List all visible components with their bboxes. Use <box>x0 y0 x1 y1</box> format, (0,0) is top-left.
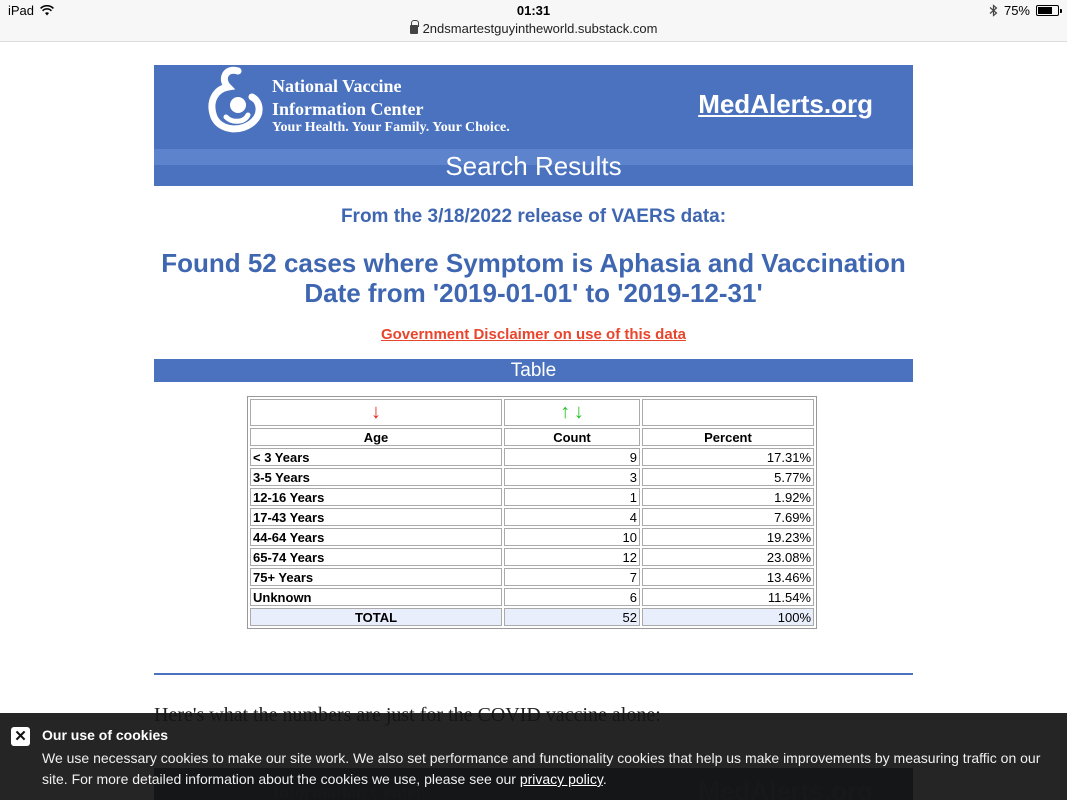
count-cell: 10 <box>504 528 640 546</box>
org-name-line2: Information Center <box>272 99 424 119</box>
count-cell: 3 <box>504 468 640 486</box>
table-row <box>250 448 814 466</box>
total-count: 52 <box>504 608 640 626</box>
url-text: 2ndsmartestguyintheworld.substack.com <box>422 21 658 36</box>
age-cell: 75+ Years <box>250 568 502 586</box>
org-name <box>272 75 423 121</box>
age-cell: 44-64 Years <box>250 528 502 546</box>
medalerts-link[interactable]: MedAlerts.org <box>698 89 873 119</box>
bluetooth-icon <box>989 4 998 17</box>
percent-cell: 1.92% <box>642 488 814 506</box>
percent-cell: 13.46% <box>642 568 814 586</box>
table-header-row <box>250 428 814 446</box>
age-cell: < 3 Years <box>250 448 502 466</box>
table-row <box>250 488 814 506</box>
found-heading <box>154 248 913 308</box>
percent-cell: 23.08% <box>642 548 814 566</box>
percent-cell: 5.77% <box>642 468 814 486</box>
status-bar <box>0 0 1067 42</box>
sort-asc-icon[interactable]: ↑ <box>560 401 571 423</box>
found-heading-line1: Found 52 cases where Symptom is Aphasia and Vaccination <box>161 248 906 278</box>
sort-row <box>250 399 814 426</box>
count-cell: 6 <box>504 588 640 606</box>
table-row <box>250 508 814 526</box>
cookie-title: Our use of cookies <box>42 727 169 743</box>
cookie-body-text: We use necessary cookies to make our site work. We also set performance and functionality cookies that help us make improvements by measuring traffic on our site. For more detailed information about the cookies we use, please see our <box>42 750 1041 787</box>
percent-cell: 17.31% <box>642 448 814 466</box>
column-header-count: Count <box>504 428 640 446</box>
table-row <box>250 588 814 606</box>
cookie-text <box>42 748 1052 790</box>
column-header-age: Age <box>250 428 502 446</box>
count-cell: 4 <box>504 508 640 526</box>
search-results-title: Search Results <box>445 151 622 181</box>
status-right <box>989 3 1059 18</box>
total-percent: 100% <box>642 608 814 626</box>
close-icon[interactable]: ✕ <box>11 727 30 746</box>
table-total-row <box>250 608 814 626</box>
nvic-logo-icon <box>202 65 266 137</box>
address-bar[interactable] <box>0 21 1067 36</box>
results-table <box>247 396 817 629</box>
age-cell: 3-5 Years <box>250 468 502 486</box>
age-cell: 12-16 Years <box>250 488 502 506</box>
age-cell: 17-43 Years <box>250 508 502 526</box>
count-cell: 12 <box>504 548 640 566</box>
count-cell: 1 <box>504 488 640 506</box>
sort-desc-icon[interactable]: ↓ <box>573 401 584 423</box>
table-section-bar: Table <box>154 359 913 382</box>
nvic-banner <box>154 65 913 186</box>
privacy-policy-link[interactable]: privacy policy <box>519 771 603 787</box>
age-cell: Unknown <box>250 588 502 606</box>
count-cell: 9 <box>504 448 640 466</box>
release-heading: From the 3/18/2022 release of VAERS data: <box>340 206 727 227</box>
table-row <box>250 468 814 486</box>
table-row <box>250 528 814 546</box>
percent-cell: 11.54% <box>642 588 814 606</box>
org-tagline: Your Health. Your Family. Your Choice. <box>272 120 510 135</box>
lock-icon <box>410 25 418 34</box>
cookie-body-end: . <box>602 771 607 787</box>
column-header-percent: Percent <box>642 428 814 446</box>
cookie-banner <box>0 713 1067 800</box>
total-label: TOTAL <box>250 608 502 626</box>
table-row <box>250 548 814 566</box>
battery-percent: 75% <box>1003 3 1030 18</box>
percent-cell: 19.23% <box>642 528 814 546</box>
percent-cell: 7.69% <box>642 508 814 526</box>
age-cell: 65-74 Years <box>250 548 502 566</box>
clock: 01:31 <box>516 3 551 18</box>
section-divider <box>154 673 913 675</box>
count-sort-cell <box>504 399 640 426</box>
device-label: iPad <box>8 3 35 18</box>
age-sort-cell <box>250 399 502 426</box>
table-row <box>250 568 814 586</box>
sort-desc-icon[interactable]: ↓ <box>371 401 381 423</box>
disclaimer-link[interactable]: Government Disclaimer on use of this data <box>380 326 687 343</box>
org-name-line1: National Vaccine <box>272 76 402 96</box>
battery-icon <box>1036 5 1059 16</box>
battery-fill <box>1038 7 1052 14</box>
count-cell: 7 <box>504 568 640 586</box>
percent-sort-cell <box>642 399 814 426</box>
found-heading-line2: Date from '2019-01-01' to '2019-12-31' <box>304 278 763 308</box>
